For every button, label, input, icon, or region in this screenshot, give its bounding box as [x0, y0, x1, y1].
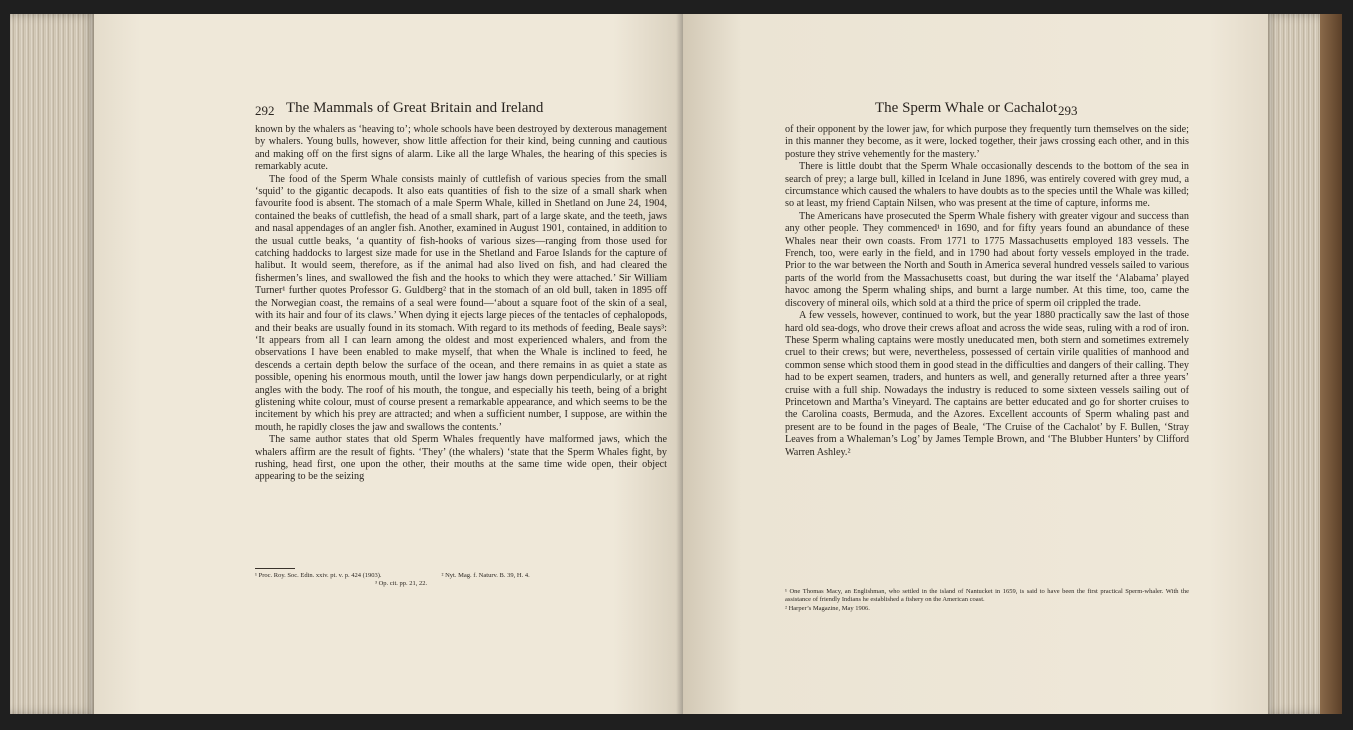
- left-footnotes: [255, 572, 667, 589]
- right-footnotes: [785, 588, 1189, 613]
- left-page-edges: [10, 14, 98, 714]
- right-page-number: 293: [1058, 103, 1078, 118]
- paragraph: of their opponent by the lower jaw, for which purpose they frequently turn themselves on the side; in this manner they become, as it were, locked together, their jaws crossing each other, and in this posture they strive vehemently for the mastery.’: [785, 124, 1189, 160]
- right-page-edges: [1262, 14, 1342, 714]
- left-running-head: The Mammals of Great Britain and Ireland: [286, 100, 544, 116]
- footnote-3: ³ Op. cit. pp. 21, 22.: [375, 580, 428, 588]
- paragraph: The same author states that old Sperm Whales frequently have malformed jaws, which the whalers affirm are the result of fights. ‘They’ (the whalers) ‘state that the Sperm Whales fight, by rushing, head first, one upon the other, their mouths at the same time wide open, their object appearing to be the seizing: [255, 434, 667, 483]
- left-page: [94, 14, 684, 714]
- left-body-text: [255, 124, 667, 484]
- footnote-1: ¹ Proc. Roy. Soc. Edin. xxiv. pt. v. p. 424 (1903).: [255, 572, 382, 579]
- footnote-2: ² Nyt. Mag. f. Naturv. B. 39, H. 4.: [441, 572, 530, 579]
- footnote-rule: [255, 568, 295, 569]
- paragraph: A few vessels, however, continued to work, but the year 1880 practically saw the last of those hard old sea-dogs, who drove their crews afloat and across the wide seas, ruling with a rod of iron. These Sperm whaling captains were mostly uneducated men, both stern and sometimes extremely cruel to their crews; but were, nevertheless, possessed of certain virile qualities of manhood and common sense which stood them in good stead in the difficulties and dangers of their calling. They had to be expert seamen, traders, and hunters as well, and generally returned after a three years’ cruise with a full ship. Nowadays the industry is reduced to some sixteen vessels sailing out of Princetown and Martha’s Vineyard. The captains are better educated and go for shorter cruises to the Carolina coasts, Bermuda, and the Azores. Excellent accounts of Sperm whaling past and present are to be found in the pages of Beale, ‘The Cruise of the Cachalot’ by F. Bullen, ‘Stray Leaves from a Whaleman’s Log’ by James Temple Brown, and ‘The Blubber Hunters’ by Clifford Warren Ashley.²: [785, 310, 1189, 458]
- left-page-number: 292: [255, 103, 275, 118]
- right-running-head: The Sperm Whale or Cachalot: [875, 100, 1058, 116]
- paragraph: There is little doubt that the Sperm Whale occasionally descends to the bottom of the sea in search of prey; a large bull, killed in Iceland in June 1896, was entirely covered with grey mud, a circumstance which caused the whalers to have doubts as to the species until the Whale was killed; so at least, my friend Captain Nilsen, who was present at the time of capture, informs me.: [785, 161, 1189, 210]
- paragraph: The food of the Sperm Whale consists mainly of cuttlefish of various species from the small ‘squid’ to the gigantic decapods. It also eats quantities of fish to the size of a small shark when favourite food is absent. The stomach of a male Sperm Whale, killed in Shetland on June 24, 1904, contained the beaks of cuttlefish, the head of a small shark, part of a large skate, and the teeth, jaws and nasal appendages of an angler fish. Another, examined in August 1901, contained, in addition to the usual cuttle beaks, ‘a quantity of fish-hooks of various sizes—ranging from those used for catching haddocks to largest size made for use in the Shetland and Faroe Islands for the capture of halibut. It would seem, therefore, as if the animal had also lived on fish, and had cleared the fishermen’s lines, and swallowed the fish and the hooks to which they were attached.’ Sir William Turner¹ further quotes Professor G. Guldberg² that in the stomach of an old bull, taken in 1895 off the Norwegian coast, the remains of a seal were found—‘about a square foot of the skin of a seal, with its hair and four of its claws.’ When dying it ejects large pieces of the tentacles of cephalopods, and their beaks are usually found in its stomach. With regard to its methods of feeding, Beale says³: ‘It appears from all I can learn among the oldest and most experienced whalers, and from the observations I have been enabled to make myself, that when the Whale is inclined to feed, he descends a certain depth below the surface of the ocean, and there remains in as quiet a state as possible, opening his enormous mouth, until the lower jaw hangs down perpendicularly, or at right angles with the body. The roof of his mouth, the tongue, and especially his teeth, being of a bright glistening white colour, must of course present a remarkable appearance, and which seems to be the incitement by which his prey are attracted; and when a sufficient number, I suppose, are within the mouth, he rapidly closes the jaw and swallows the contents.’: [255, 173, 667, 433]
- right-page: [683, 14, 1268, 714]
- right-body-text: [785, 124, 1189, 459]
- footnote-2: ² Harper’s Magazine, May 1906.: [785, 604, 870, 612]
- paragraph: The Americans have prosecuted the Sperm Whale fishery with greater vigour and success than any other people. They commenced¹ in 1690, and for fifty years found an abundance of these Whales near their own coasts. From 1771 to 1775 Massachusetts employed 183 vessels. The French, too, were early in the field, and in 1790 had about forty vessels employed in the trade. Prior to the war between the North and South in America several hundred vessels sailed to various parts of the world from the Massachusetts coast, but during the war itself the ‘Alabama’ played havoc among the Sperm whaling ships, and burnt a large number. At this time, too, came the discovery of mineral oils, which sold at a third the price of sperm oil crippled the trade.: [785, 210, 1189, 309]
- footnote-1: ¹ One Thomas Macy, an Englishman, who settled in the island of Nantucket in 1659, is said to have been the first practical Sperm-whaler. With the assistance of friendly Indians he established a fishery on the American coast.: [785, 588, 1189, 604]
- footnote-line: [255, 572, 667, 580]
- paragraph: known by the whalers as ‘heaving to’; whole schools have been destroyed by dexterous management by whalers. Young bulls, however, show little affection for their kind, being cunning and cautious and making off on the first signs of alarm. Like all the large Whales, the hearing of this species is remarkably acute.: [255, 124, 667, 173]
